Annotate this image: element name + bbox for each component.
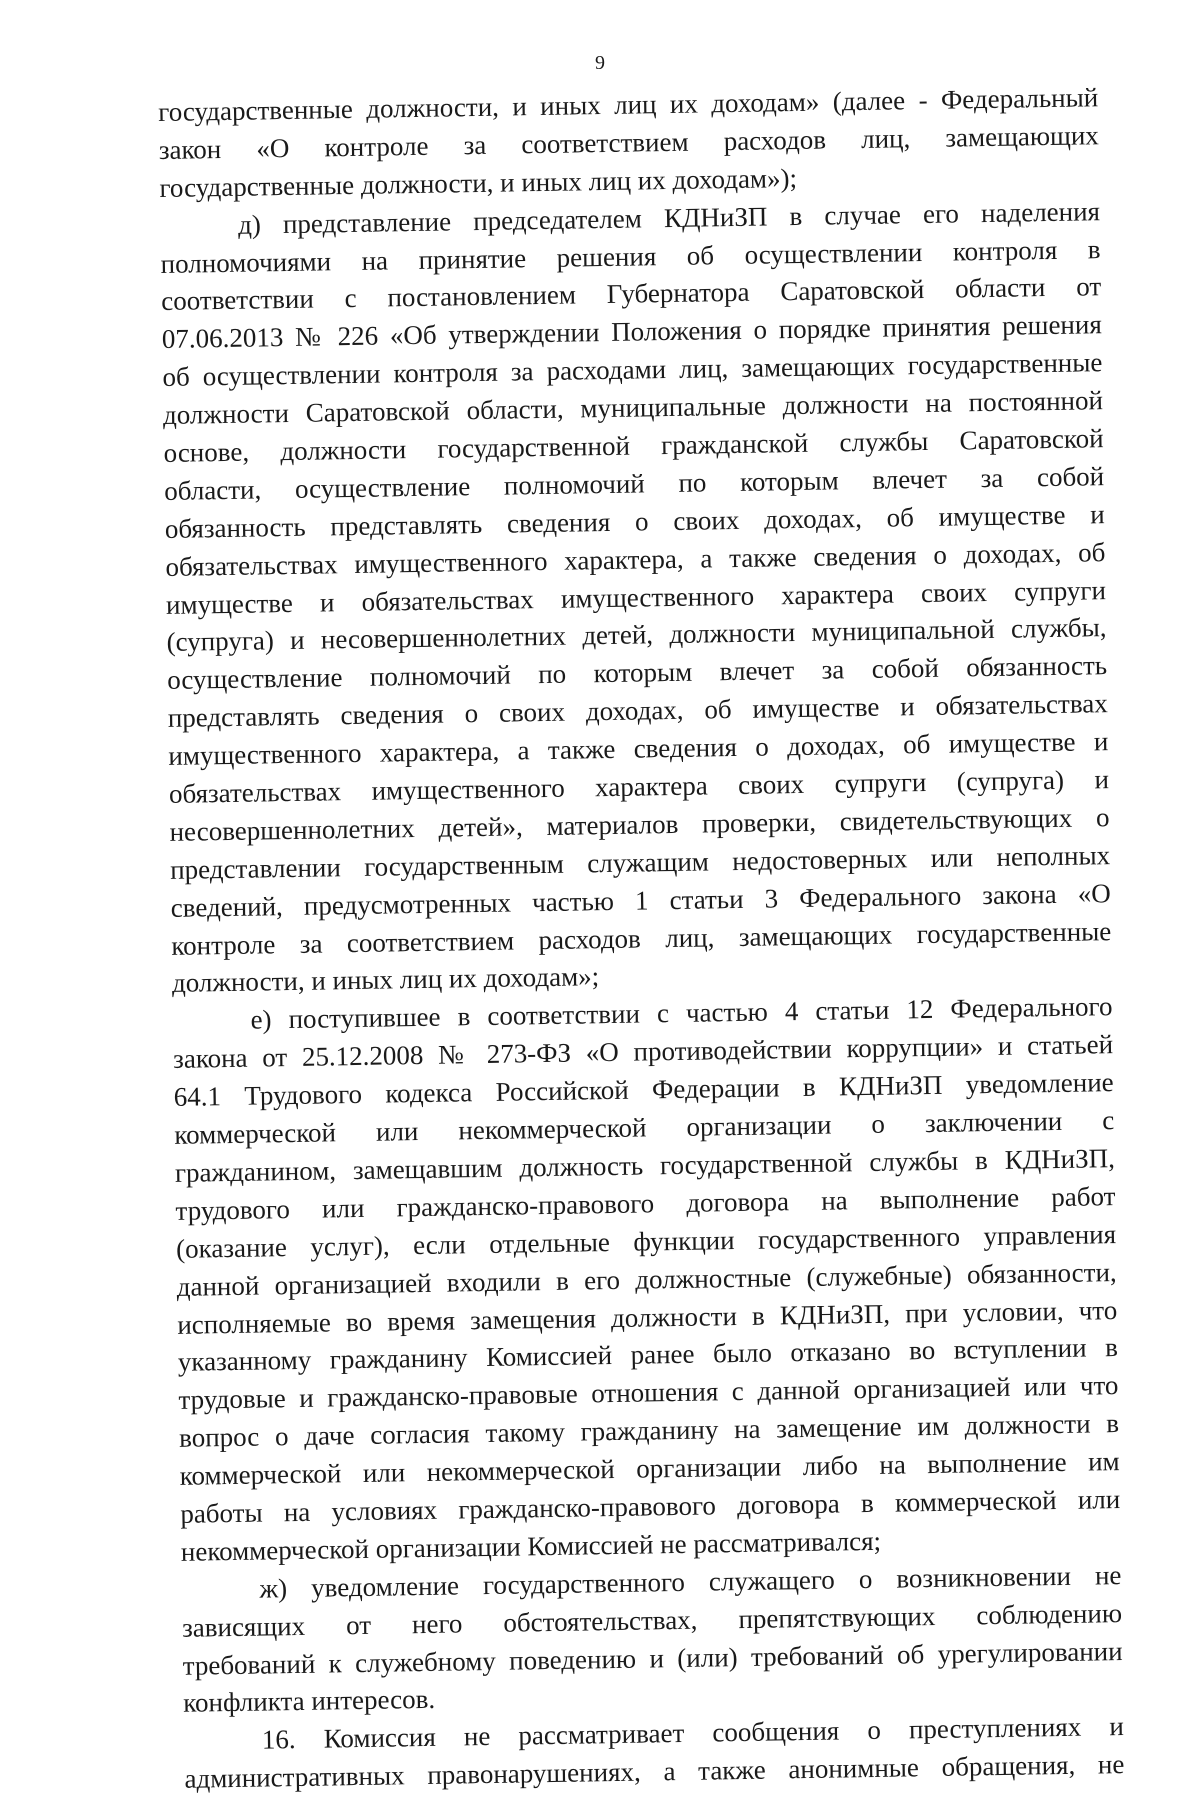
text-line: трудового или гражданско-правового договора на выполнение работ [175,1180,1116,1226]
text-line: конфликта интересов. [183,1684,436,1719]
text-line: коммерческой или некоммерческой организации о заключении с [174,1105,1115,1150]
text-line: осуществление полномочий по которым влечет за собой обязанность [166,650,1108,696]
text-line: имущественного характера, а также сведения о доходах, об имуществе и [168,726,1109,772]
text-line: обязательствах имущественного характера своих супруги (супруга) и [168,764,1110,809]
text-line: сведений, предусмотренных частью 1 статьи 3 Федерального закона «О [170,877,1111,923]
text-line: требований к служебному поведению и (или) требований об урегулировании [182,1635,1123,1681]
text-line: работы на условиях гражданско-правового договора в коммерческой или [180,1484,1121,1529]
text-line: 07.06.2013 № 226 «Об утверждении Положения о порядке принятия решения [161,309,1102,355]
text-line: представлять сведения о своих доходах, об имуществе и обязательствах [167,688,1108,734]
text-line: представлении государственным служащим недостоверных или неполных [169,839,1111,885]
text-line: трудовые и гражданско-правовые отношения с данной организацией или что [178,1370,1119,1416]
text-line: исполняемые во время замещения должности в КДНиЗП, при условии, что [177,1294,1118,1340]
text-line: имуществе и обязательствах имущественного характера своих супруги [165,574,1107,620]
text-line: д) представление председателем КДНиЗП в случае его наделения [237,195,1101,240]
text-line: 16. Комиссия не рассматривает сообщения о преступлениях и [261,1711,1124,1755]
text-line: контроле за соответствием расходов лиц, замещающих государственные [171,915,1112,961]
text-line: (оказание услуг), если отдельные функции государственного управления [175,1218,1117,1264]
text-line: некоммерческой организации Комиссией не рассматривался; [180,1525,882,1567]
text-line: государственные должности, и иных лиц их доходам»); [159,162,798,203]
text-line: должности, и иных лиц их доходам»; [171,961,600,999]
text-line: основе, должности государственной гражданской службы Саратовской [163,423,1104,468]
text-line: указанному гражданину Комиссией ранее было отказано во вступлении в [177,1332,1119,1378]
text-line: государственные должности, и иных лиц их доходам» (далее - Федеральный [158,82,1099,127]
text-line: об осуществлении контроля за расходами лиц, замещающих государственные [162,347,1103,393]
text-line: гражданином, замещавшим должность государственной службы в КДНиЗП, [174,1143,1116,1188]
text-line: данной организацией входили в его должностные (служебные) обязанности, [176,1256,1117,1302]
text-line: коммерческой или некоммерческой организации либо на выполнение им [179,1446,1120,1491]
text-line: 64.1 Трудового кодекса Российской Федерации в КДНиЗП уведомление [173,1067,1114,1113]
page-number: 9 [595,52,605,74]
text-line: должности Саратовской области, муниципальные должности на постоянной [162,385,1104,431]
text-line: несовершеннолетних детей», материалов проверки, свидетельствующих о [169,802,1110,847]
text-line: е) поступившее в соответствии с частью 4 статьи 12 Федерального [250,991,1113,1036]
text-line: вопрос о даче согласия такому гражданину на замещение им должности в [178,1408,1120,1454]
text-line: ж) уведомление государственного служащего о возникновении не [259,1559,1122,1604]
text-line: административных правонарушениях, а также анонимные обращения, не [184,1749,1125,1794]
body-text [158,79,1125,1799]
text-line: (супруга) и несовершеннолетних детей, должности муниципальной службы, [166,612,1107,658]
text-line: обязательствах имущественного характера, а также сведения о доходах, об [165,536,1106,582]
text-line: соответствии с постановлением Губернатора Саратовской области от [161,271,1102,317]
text-line: области, осуществление полномочий по которым влечет за собой [163,461,1105,506]
text-line: зависящих от него обстоятельствах, препятствующих соблюдению [181,1597,1123,1643]
text-line: полномочиями на принятие решения об осуществлении контроля в [160,233,1101,279]
text-line: закон «О контроле за соответствием расходов лиц, замещающих [158,120,1099,165]
text-line: обязанность представлять сведения о своих доходах, об имуществе и [164,498,1105,544]
text-line: закона от 25.12.2008 № 273-ФЗ «О противодействии коррупции» и статьей [172,1029,1114,1075]
